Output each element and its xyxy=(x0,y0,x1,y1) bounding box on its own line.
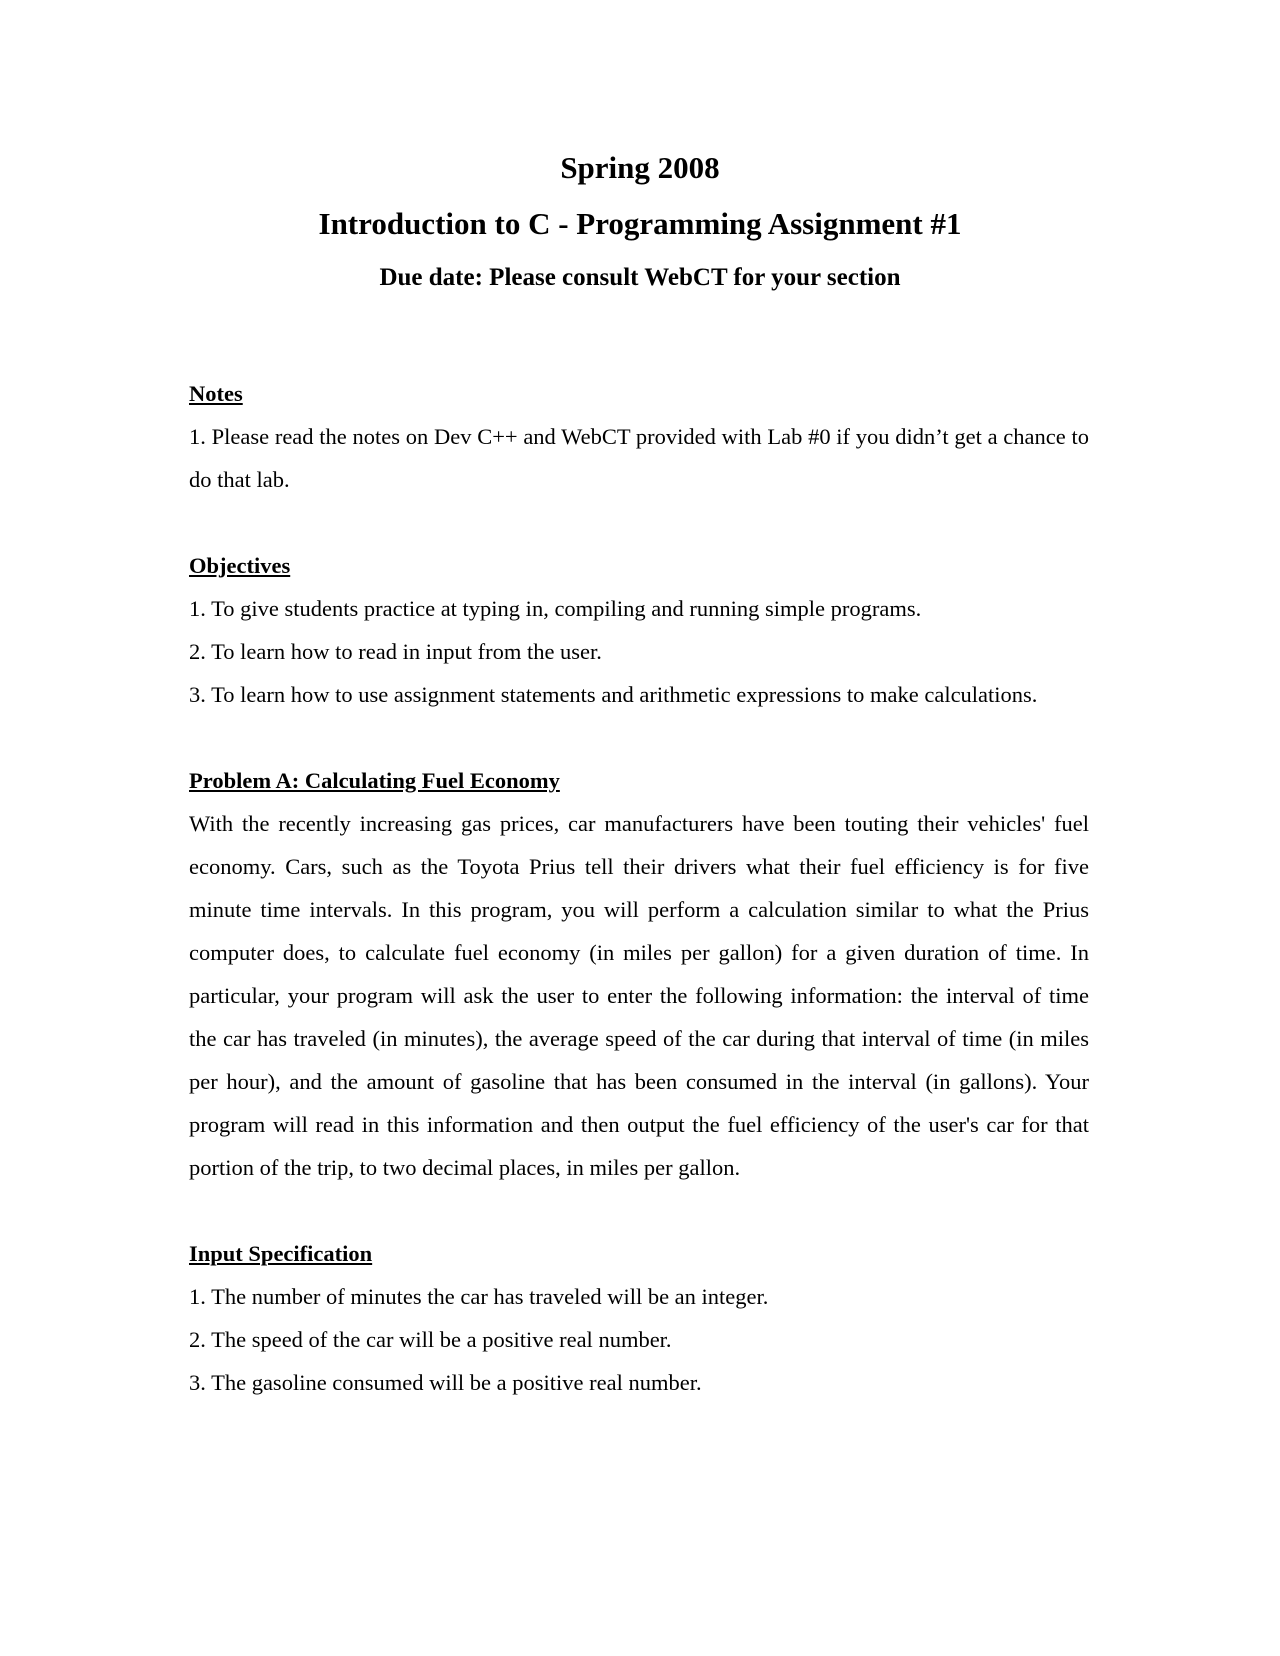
input-spec-heading: Input Specification xyxy=(189,1241,373,1266)
objectives-heading: Objectives xyxy=(189,553,291,578)
notes-item: 1. Please read the notes on Dev C++ and WebCT provided with Lab #0 if you didn’t get a chance to do that lab. xyxy=(189,424,1089,492)
objective-item: 2. To learn how to read in input from the user. xyxy=(189,639,602,664)
input-spec-item: 3. The gasoline consumed will be a positive real number. xyxy=(189,1370,702,1395)
problem-heading: Problem A: Calculating Fuel Economy xyxy=(189,768,560,793)
due-date-line: Due date: Please consult WebCT for your section xyxy=(379,264,901,291)
assignment-title: Introduction to C - Programming Assignment #1 xyxy=(318,206,962,241)
spacer xyxy=(189,716,1089,759)
input-spec-section xyxy=(189,1232,1089,1404)
document-body xyxy=(189,372,1089,1404)
spacer xyxy=(189,501,1089,544)
input-spec-item: 2. The speed of the car will be a positive real number. xyxy=(189,1327,672,1352)
problem-section xyxy=(189,759,1089,1189)
input-spec-item: 1. The number of minutes the car has traveled will be an integer. xyxy=(189,1284,769,1309)
term-title: Spring 2008 xyxy=(560,150,720,185)
objectives-section xyxy=(189,544,1089,716)
objective-item: 3. To learn how to use assignment statements and arithmetic expressions to make calculations. xyxy=(189,682,1038,707)
notes-heading: Notes xyxy=(189,381,243,406)
objective-item: 1. To give students practice at typing in, compiling and running simple programs. xyxy=(189,596,922,621)
notes-section xyxy=(189,372,1089,501)
spacer xyxy=(189,1189,1089,1232)
problem-description: With the recently increasing gas prices, car manufacturers have been touting their vehicles' fuel economy. Cars, such as the Toyota Prius tell their drivers what their fuel efficiency is for five minute time intervals. In this program, you will perform a calculation similar to what the Prius computer does, to calculate fuel economy (in miles per gallon) for a given duration of time. In particular, your program will ask the user to enter the following information: the interval of time the car has traveled (in minutes), the average speed of the car during that interval of time (in miles per hour), and the amount of gasoline that has been consumed in the interval (in gallons). Your program will read in this information and then output the fuel efficiency of the user's car for that portion of the trip, to two decimal places, in miles per gallon. xyxy=(189,811,1089,1180)
